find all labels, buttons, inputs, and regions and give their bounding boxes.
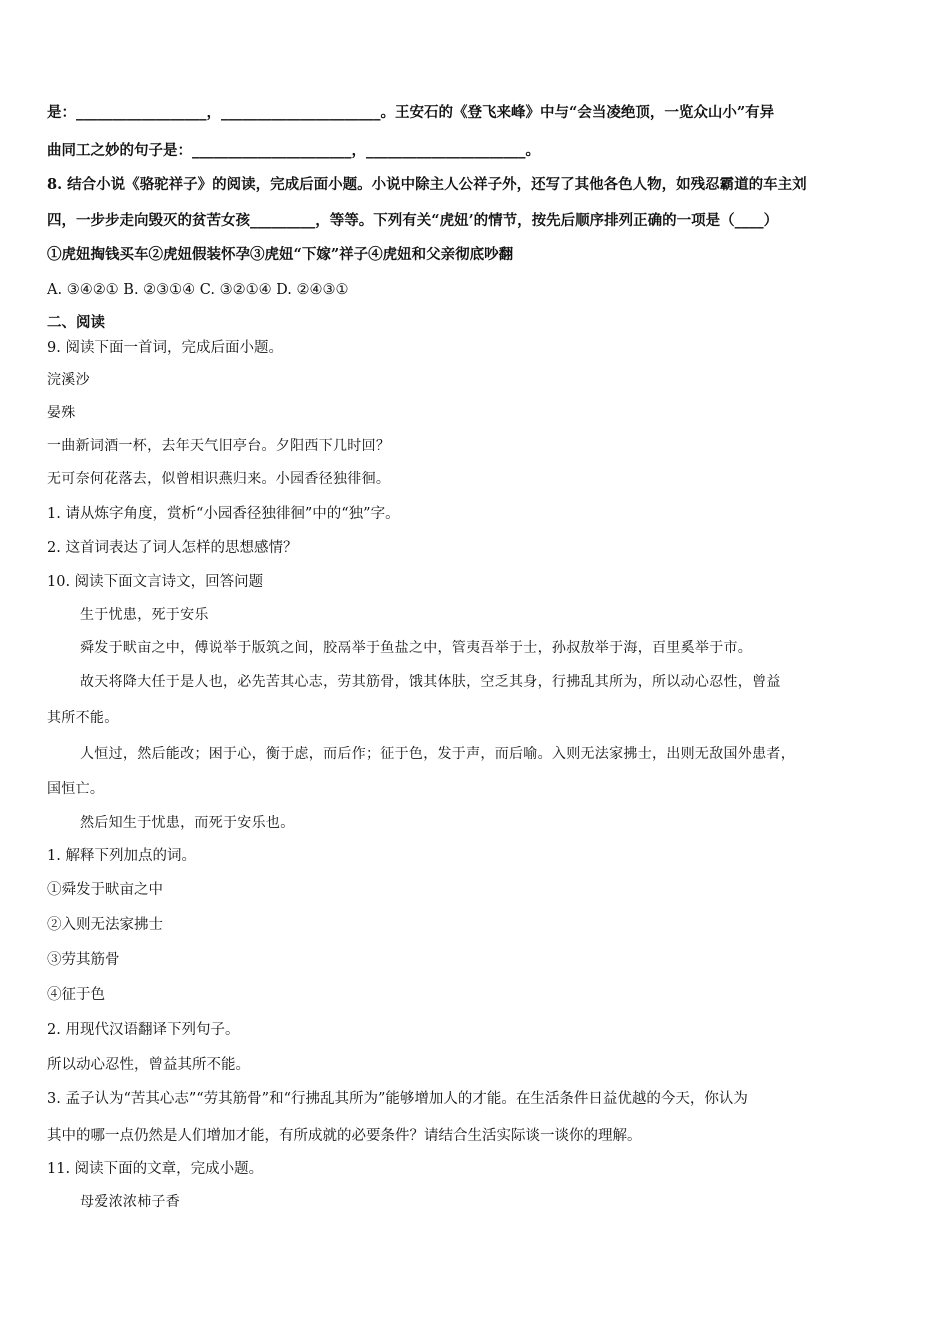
classical-text-para-1: 舜发于畎亩之中，傅说举于版筑之间，胶鬲举于鱼盐之中，管夷吾举于士，孙叔敖举于海，百里奚举于市。: [80, 640, 753, 656]
question-9-2: 2. 这首词表达了词人怎样的思想感情？: [47, 540, 298, 556]
question-10-stem: 10. 阅读下面文言诗文，回答问题: [47, 574, 264, 590]
classical-text-para-4: 然后知生于忧患，而死于安乐也。: [80, 815, 295, 831]
question-10-1-item-4: ④征于色: [47, 987, 105, 1003]
question-8-events: ①虎妞掏钱买车②虎妞假装怀孕③虎妞“下嫁”祥子④虎妞和父亲彻底吵翻: [47, 246, 514, 263]
poem-author: 晏殊: [47, 405, 76, 421]
classical-text-para-2: 故天将降大任于是人也，必先苦其心志，劳其筋骨，饿其体肤，空乏其身，行拂乱其所为，所以动心忍性，曾益: [80, 674, 781, 690]
section-heading-reading: 二、阅读: [47, 314, 105, 331]
question-10-1-item-1: ①舜发于畎亩之中: [47, 882, 163, 898]
poem-title: 浣溪沙: [47, 372, 90, 388]
question-9-stem: 9. 阅读下面一首词，完成后面小题。: [47, 340, 283, 356]
poem-line-2: 无可奈何花落去，似曾相识燕归来。小园香径独徘徊。: [47, 471, 391, 487]
question-10-2: 2. 用现代汉语翻译下列句子。: [47, 1022, 240, 1038]
fill-blank-line-2: 曲同工之妙的句子是：______________________，______________________。: [47, 142, 540, 159]
classical-text-para-2-cont: 其所不能。: [47, 710, 119, 726]
question-8-stem: 8. 结合小说《骆驼祥子》的阅读，完成后面小题。小说中除主人公祥子外，还写了其他各色人物，如残忍霸道的车主刘: [47, 176, 807, 193]
question-9-1: 1. 请从炼字角度，赏析“小园香径独徘徊”中的“独”字。: [47, 506, 400, 522]
question-8-stem-cont: 四，一步步走向毁灭的贫苦女孩_________，等等。下列有关“虎妞’的情节，按先后顺序排列正确的一项是（____）: [47, 212, 779, 229]
classical-text-para-3: 人恒过，然后能改；困于心，衡于虑，而后作；征于色，发于声，而后喻。入则无法家拂士，出则无敌国外患者，: [80, 746, 795, 762]
question-10-3: 3. 孟子认为“苦其心志”“劳其筋骨”和“行拂乱其所为”能够增加人的才能。在生活条件日益优越的今天，你认为: [47, 1091, 748, 1107]
classical-text-para-3-cont: 国恒亡。: [47, 781, 105, 797]
classical-text-title: 生于忧患，死于安乐: [80, 607, 209, 623]
article-title: 母爱浓浓柿子香: [80, 1194, 181, 1210]
fill-blank-line-1: 是：__________________，______________________。王安石的《登飞来峰》中与“会当凌绝顶，一览众山小”有异: [47, 104, 775, 121]
question-11-stem: 11. 阅读下面的文章，完成小题。: [47, 1161, 264, 1177]
question-10-1-item-3: ③劳其筋骨: [47, 952, 120, 968]
poem-line-1: 一曲新词酒一杯，去年天气旧亭台。夕阳西下几时回？: [47, 438, 391, 454]
question-10-2-sentence: 所以动心忍性，曾益其所不能。: [47, 1057, 250, 1073]
question-8-options: A. ③④②① B. ②③①④ C. ③②①④ D. ②④③①: [47, 282, 349, 298]
question-10-3-cont: 其中的哪一点仍然是人们增加才能，有所成就的必要条件？请结合生活实际谈一谈你的理解。: [47, 1128, 642, 1144]
question-10-1-item-2: ②入则无法家拂士: [47, 917, 163, 933]
question-10-1: 1. 解释下列加点的词。: [47, 848, 196, 864]
